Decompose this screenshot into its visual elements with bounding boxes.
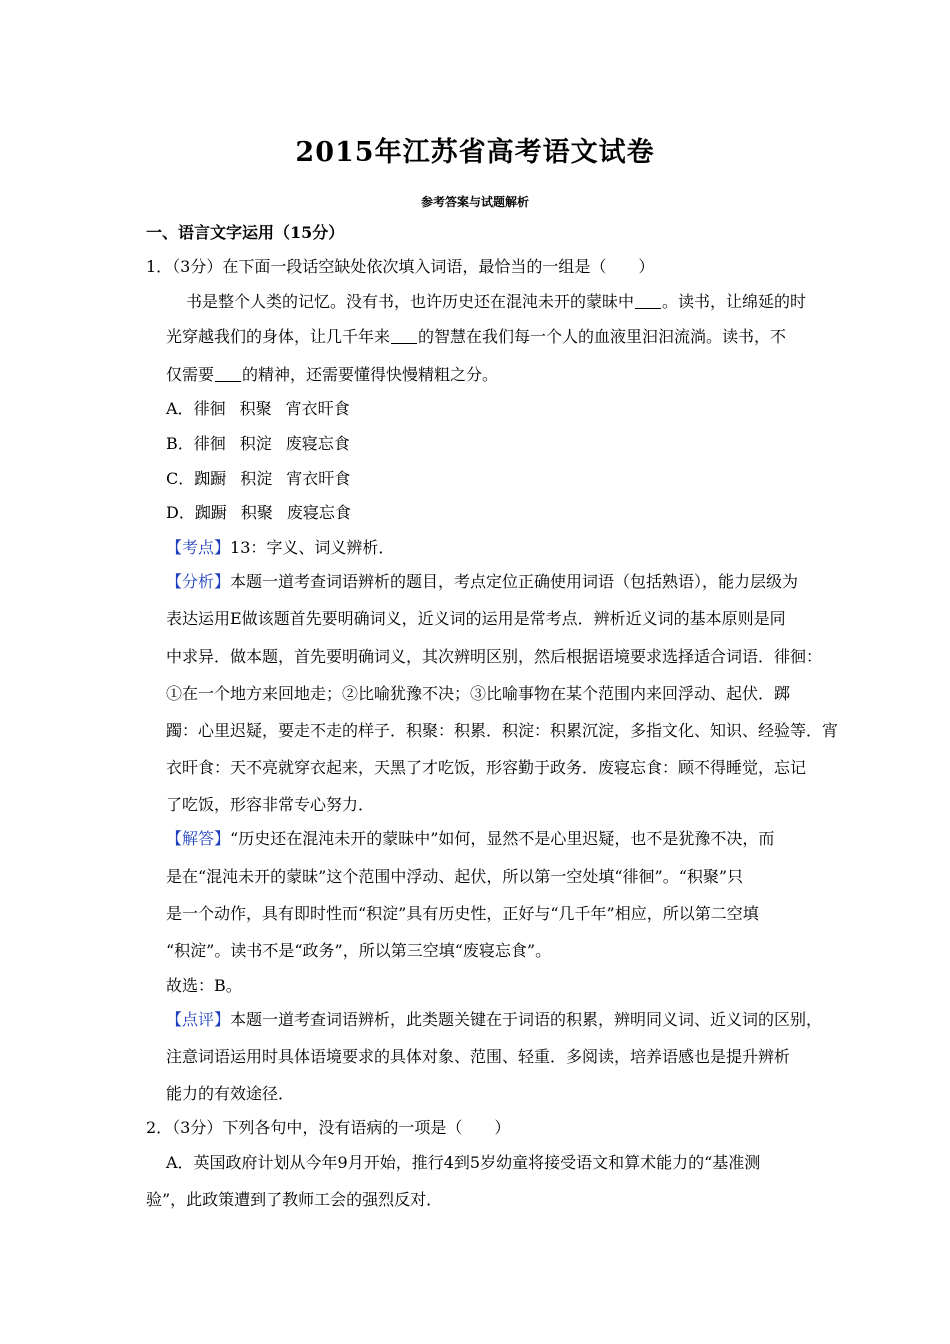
page-title: 2015年江苏省高考语文试卷 — [295, 137, 655, 168]
page-subtitle: 参考答案与试题解析 — [420, 195, 529, 209]
fenxi-line-3: 中求异．做本题，首先要明确词义，其次辨明区别，然后根据语境要求选择适合词语．徘徊： — [166, 647, 823, 666]
q1-option-d: D．踟蹰 积聚 废寝忘食 — [166, 503, 351, 522]
jieda-line-4: “积淀”。读书不是“政务”，所以第三空填“废寝忘食”。 — [166, 941, 552, 960]
fenxi-tag: 【分析】 — [166, 572, 231, 591]
jieda-line-1: 【解答】“历史还在混沌未开的蒙昧中”如何，显然不是心里迟疑，也不是犹豫不决，而 — [166, 829, 775, 848]
kaodian-tag: 【考点】 — [166, 538, 231, 557]
jieda-tag: 【解答】 — [166, 829, 231, 848]
q2-option-a-line-2: 验”，此政策遭到了教师工会的强烈反对． — [146, 1190, 443, 1209]
dianping-tag: 【点评】 — [166, 1010, 231, 1029]
fill-blank-2 — [391, 327, 417, 344]
answer-line: 故选：B。 — [166, 976, 242, 995]
q1-passage-line-1: 书是整个人类的记忆。没有书，也许历史还在混沌未开的蒙昧中 。读书，让绵延的时 — [186, 292, 807, 311]
q1-passage-line-3: 仅需要 的精神，还需要懂得快慢精粗之分。 — [166, 365, 499, 384]
section-heading: 一、语言文字运用（15分） — [146, 223, 345, 242]
fill-blank-3 — [215, 365, 241, 382]
fill-blank-1 — [635, 292, 661, 309]
dianping-line-2: 注意词语运用时具体语境要求的具体对象、范围、轻重．多阅读，培养语感也是提升辨析 — [166, 1047, 791, 1066]
fenxi-line-5: 躅：心里迟疑，要走不走的样子．积聚：积累．积淀：积累沉淀，多指文化、知识、经验等．宵 — [166, 721, 839, 740]
q1-option-a: A．徘徊 积聚 宵衣旰食 — [166, 399, 350, 418]
jieda-line-3: 是一个动作，具有即时性而“积淀”具有历史性，正好与“几千年”相应，所以第二空填 — [166, 904, 759, 923]
fenxi-line-4: ①在一个地方来回地走；②比喻犹豫不决；③比喻事物在某个范围内来回浮动、起伏．踯 — [166, 684, 791, 703]
fenxi-line-7: 了吃饭，形容非常专心努力． — [166, 795, 375, 814]
fenxi-line-2: 表达运用E做该题首先要明确词义，近义词的运用是常考点．辨析近义词的基本原则是同 — [166, 609, 786, 628]
question-2-stem: 2．（3分）下列各句中，没有语病的一项是（ ） — [146, 1118, 511, 1137]
question-1-stem: 1．（3分）在下面一段话空缺处依次填入词语，最恰当的一组是（ ） — [146, 257, 655, 276]
kaodian-line: 【考点】13：字义、词义辨析． — [166, 538, 395, 557]
fenxi-line-1: 【分析】本题一道考查词语辨析的题目，考点定位正确使用词语（包括熟语），能力层级为 — [166, 572, 799, 591]
q1-passage-line-2: 光穿越我们的身体，让几千年来 的智慧在我们每一个人的血液里汩汩流淌。读书，不 — [166, 327, 787, 346]
jieda-line-2: 是在“混沌未开的蒙昧”这个范围中浮动、起伏，所以第一空处填“徘徊”。“积聚”只 — [166, 867, 744, 886]
dianping-line-1: 【点评】本题一道考查词语辨析，此类题关键在于词语的积累，辨明同义词、近义词的区别， — [166, 1010, 823, 1029]
dianping-line-3: 能力的有效途径． — [166, 1084, 295, 1103]
q1-option-b: B．徘徊 积淀 废寝忘食 — [166, 434, 350, 453]
q2-option-a-line-1: A．英国政府计划从今年9月开始，推行4到5岁幼童将接受语文和算术能力的“基准测 — [166, 1153, 761, 1172]
fenxi-line-6: 衣旰食：天不亮就穿衣起来，天黑了才吃饭，形容勤于政务．废寝忘食：顾不得睡觉，忘记 — [166, 758, 807, 777]
q1-option-c: C．踟蹰 积淀 宵衣旰食 — [166, 469, 351, 488]
